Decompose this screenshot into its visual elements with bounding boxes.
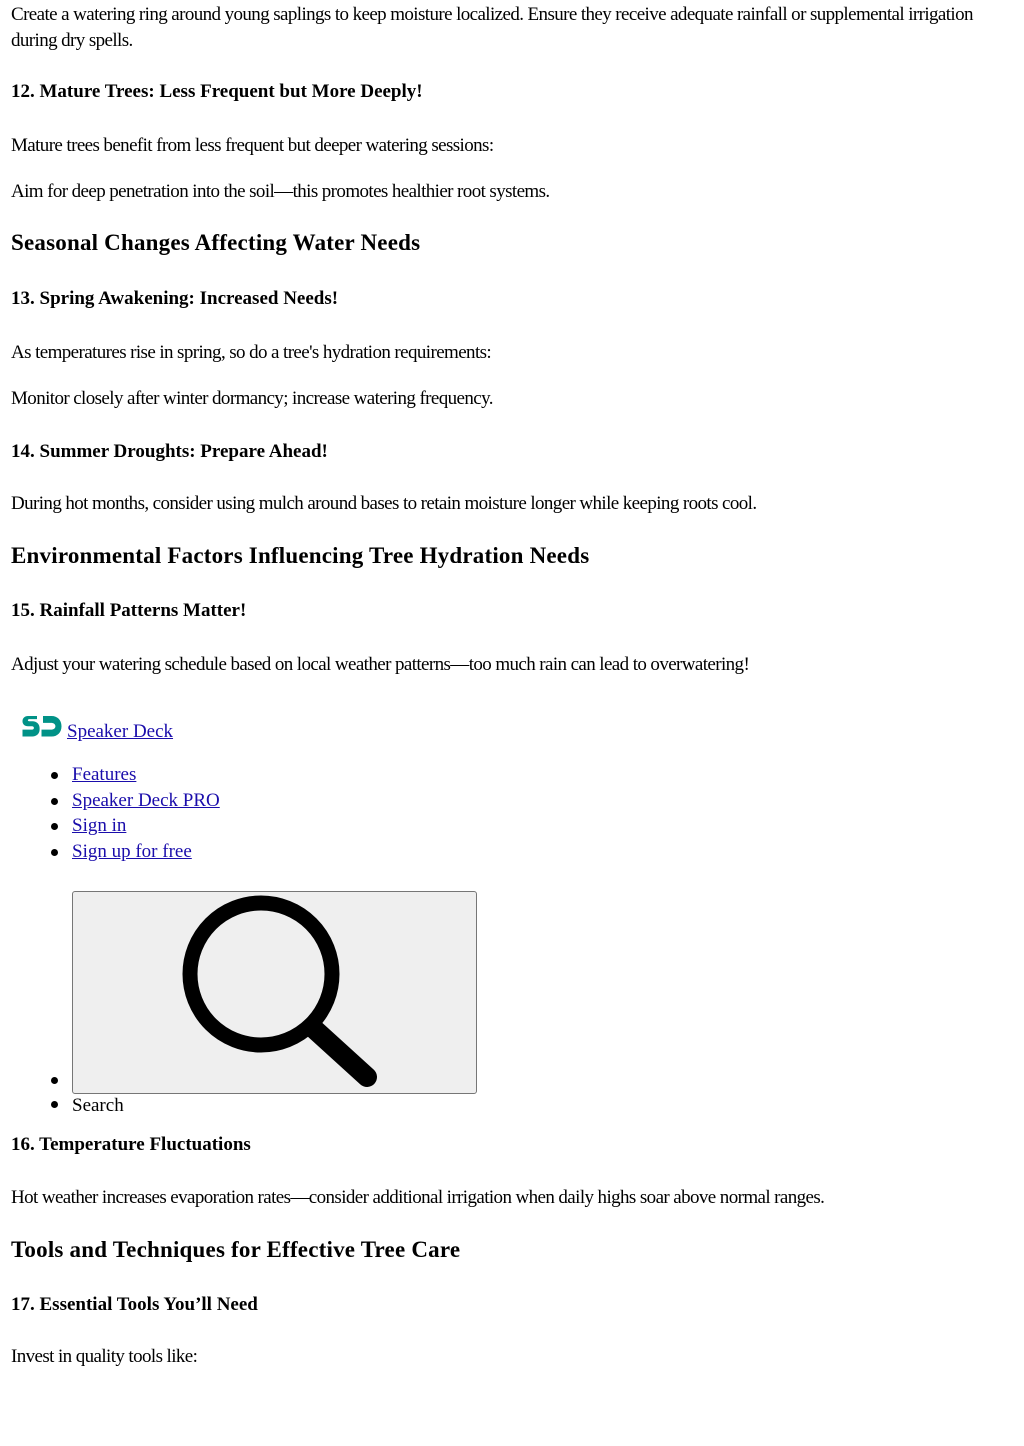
nav-item-search-clipped <box>51 1095 251 1116</box>
nav-link-sign-up[interactable]: Sign up for free <box>72 841 192 863</box>
speaker-deck-brand <box>21 710 173 744</box>
heading-environmental-factors: Environmental Factors Influencing Tree Hydration Needs <box>11 543 590 568</box>
nav-link-pro[interactable]: Speaker Deck PRO <box>72 789 220 811</box>
nav-item-features <box>51 762 221 788</box>
heading-rainfall: 15. Rainfall Patterns Matter! <box>11 600 247 621</box>
speaker-deck-nav <box>51 762 221 865</box>
paragraph-mature-2: Aim for deep penetration into the soil—this promotes healthier root systems. <box>11 181 550 202</box>
heading-spring: 13. Spring Awakening: Increased Needs! <box>11 288 339 309</box>
paragraph-temperature: Hot weather increases evaporation rates—consider additional irrigation when daily highs soar above normal ranges. <box>11 1187 825 1208</box>
heading-essential-tools: 17. Essential Tools You’ll Need <box>11 1294 258 1315</box>
heading-seasonal-changes: Seasonal Changes Affecting Water Needs <box>11 230 421 255</box>
search-button[interactable] <box>72 891 477 1094</box>
paragraph-mature-1: Mature trees benefit from less frequent but deeper watering sessions: <box>11 135 494 156</box>
heading-tools-techniques: Tools and Techniques for Effective Tree Care <box>11 1237 461 1262</box>
heading-temperature: 16. Temperature Fluctuations <box>11 1134 251 1155</box>
paragraph-saplings: Create a watering ring around young saplings to keep moisture localized. Ensure they receive adequate rainfall or supplemental irrigation during dry spells. <box>11 4 973 51</box>
speaker-deck-logo-icon <box>21 714 63 740</box>
speaker-deck-brand-label: Speaker Deck <box>67 721 174 742</box>
search-icon <box>177 892 377 1095</box>
nav-link-features[interactable]: Features <box>72 764 137 785</box>
nav-item-sign-in <box>51 813 221 839</box>
paragraph-spring-2: Monitor closely after winter dormancy; increase watering frequency. <box>11 388 493 409</box>
nav-bullet-search-label <box>51 1101 58 1108</box>
search-label-clipped: Search <box>72 1095 124 1116</box>
paragraph-invest: Invest in quality tools like: <box>11 1346 198 1367</box>
speaker-deck-home-link[interactable] <box>21 718 173 744</box>
paragraph-spring-1: As temperatures rise in spring, so do a tree's hydration requirements: <box>11 342 492 363</box>
heading-summer: 14. Summer Droughts: Prepare Ahead! <box>11 441 328 462</box>
paragraph-rainfall: Adjust your watering schedule based on local weather patterns—too much rain can lead to overwatering! <box>11 654 750 675</box>
nav-item-sign-up <box>51 839 221 865</box>
nav-link-sign-in[interactable]: Sign in <box>72 815 127 837</box>
paragraph-summer: During hot months, consider using mulch around bases to retain moisture longer while keeping roots cool. <box>11 493 757 514</box>
nav-bullet-search <box>51 1077 58 1084</box>
heading-mature-trees: 12. Mature Trees: Less Frequent but More Deeply! <box>11 81 423 102</box>
nav-item-pro <box>51 788 221 814</box>
